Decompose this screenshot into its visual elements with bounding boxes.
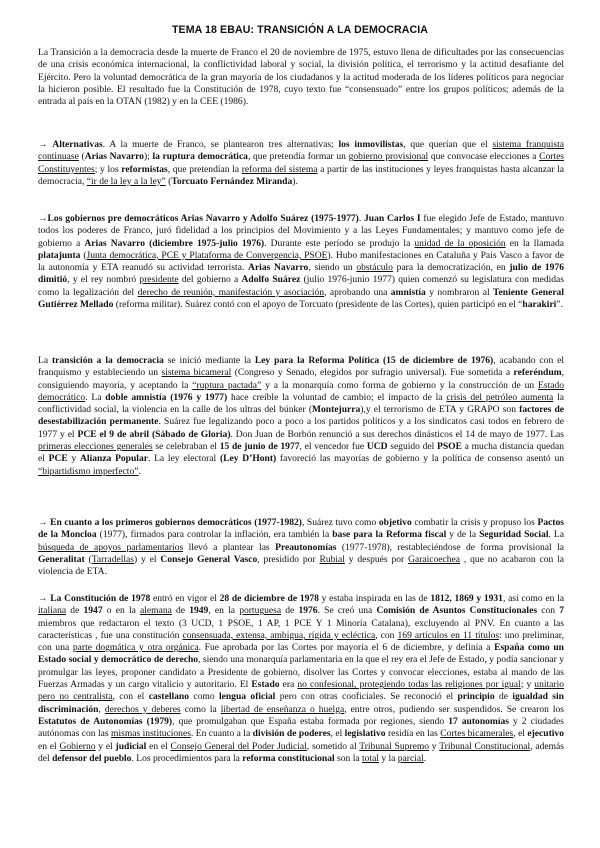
text-run: ). [292, 175, 298, 187]
bold-text: Ley para la Reforma Política (15 de diciembre de 1976) [254, 355, 494, 366]
text-run: y 2 ciudades autónomas con las [38, 715, 565, 740]
bold-text: Estado [251, 679, 280, 691]
text-run: residía en las [385, 728, 441, 740]
bold-text: (1979) [146, 715, 173, 727]
underlined-text: presidente [139, 274, 179, 286]
bold-text: Consejo General Vasco [160, 553, 258, 565]
text-run: . A la muerte de Franco, se plantearon tres alternativas; [102, 139, 339, 150]
text-run: para la democratización, en [392, 262, 510, 274]
underlined-text: mismas instituciones [111, 728, 191, 740]
bold-text: julio de 1976 dimitió [38, 262, 564, 286]
text-run: . La [85, 391, 106, 403]
text-run: . Se creó una [317, 605, 377, 617]
underlined-text: derechos y deberes [104, 703, 181, 715]
text-run: y estaba inspirada en las de [318, 593, 431, 604]
underlined-text: “ruptura pactada” [192, 379, 262, 391]
text-run: seguido del [387, 441, 438, 453]
text-run: y [429, 740, 440, 752]
text-run: entró en vigor el [150, 593, 220, 604]
bold-text: 1812, 1869 y 1931 [430, 593, 503, 604]
bold-text: defensor del pueblo [52, 752, 132, 764]
bold-text: objetivo [378, 517, 412, 528]
text-run: o en la [102, 605, 141, 617]
underlined-text: crisis del petróleo aumenta [446, 391, 554, 403]
underlined-text: no confesional, protegiendo todas las religiones por igual [297, 679, 521, 691]
text-run: ; y [520, 679, 535, 691]
text-run: . [358, 213, 365, 224]
underlined-text: primeras elecciones generales [38, 441, 153, 453]
text-run: → [38, 139, 53, 150]
text-run: ). Hubo manifestaciones en Cataluña y País Vasco a favor de la autonomía y ETA reanudó su actividad terrorista. [38, 249, 564, 274]
text-run: y el [95, 740, 116, 752]
text-run: → [38, 213, 48, 224]
text-run: (Congreso y Senado, elegidos por sufragio universal). Fue sometida a [231, 367, 514, 379]
text-run: , acabando con el franquismo y estableciendo un [38, 355, 564, 379]
text-run: a partir de las instituciones y leyes franquistas hasta alcanzar la democracia, [38, 163, 564, 187]
bold-text: PSOE [437, 441, 462, 453]
bold-text: Juan Carlos I [364, 213, 421, 224]
underlined-text: parte dogmática y otra orgánica [72, 642, 199, 654]
text-run: . [423, 752, 427, 764]
text-run: , entre otros, pudiendo ser suspendidos. Se crearon los [344, 703, 564, 715]
underlined-text: Tarradellas [91, 553, 134, 565]
text-run: ”. [556, 299, 563, 311]
bold-text: Preautonomías [275, 541, 337, 553]
bold-text: PCE [48, 453, 68, 465]
text-run: , con el [112, 691, 149, 703]
text-run: ; y los [94, 163, 122, 175]
text-run: . Don Juan de Borbón renunció a sus derechos dinásticos el 14 de mayo de 1977. Las [230, 428, 564, 440]
text-run: y [67, 453, 81, 465]
underlined-text: unidad de la oposición [414, 237, 506, 249]
underlined-text: libertad de enseñanza o huelga [220, 703, 345, 715]
bold-text: 1949 [189, 605, 209, 617]
bold-text: igualdad sin discriminación [38, 691, 564, 715]
text-run: ) y el [134, 553, 161, 565]
bold-text: UCD [366, 441, 388, 453]
text-run: y después por [344, 553, 409, 565]
text-run: y nombraron al [425, 286, 494, 298]
text-run: en el [38, 740, 60, 752]
bold-text: Los gobiernos pre democráticos Arias Navarro y Adolfo Suárez (1975-1977) [47, 213, 359, 224]
text-run: , Suárez tuvo como [301, 517, 379, 528]
text-run: favoreció las mayorías de gobierno y la política de consenso asentó un [276, 453, 564, 465]
underlined-text: sistema bicameral [161, 367, 232, 379]
underlined-text: búsqueda de apoyos parlamentarios [38, 541, 184, 553]
text-run: de [494, 691, 513, 703]
bold-text: Teniente General Gutiérrez Mellado [38, 286, 564, 311]
text-run: a mucha distancia quedan el [38, 441, 565, 465]
text-run: (1977-1978), restableciéndose de forma provisional la [336, 541, 564, 553]
bold-text: factores de desestabilización permanente [38, 404, 564, 428]
paragraph-primeros-gobiernos [38, 517, 564, 578]
text-run: y de la [446, 529, 480, 541]
bold-text: amnistía [390, 286, 426, 298]
underlined-text: Rubial [319, 553, 345, 565]
bold-text: 7 [559, 605, 564, 617]
bold-text: La Constitución de 1978 [50, 593, 151, 604]
underlined-text: “bipartidismo imperfecto” [38, 465, 139, 477]
text-run: ( [165, 175, 172, 187]
paragraph-gobiernos-predemocraticos [38, 213, 564, 311]
underlined-text: Garaicoechea [408, 553, 461, 565]
text-run: , que promulgaban que España estaba formada por regiones, siendo [172, 715, 449, 727]
bold-text: harakiri [522, 299, 557, 311]
bold-text: división de poderes [252, 728, 331, 740]
bold-text: principio [457, 691, 495, 703]
underlined-text: total [361, 752, 379, 764]
document-title: TEMA 18 EBAU: TRANSICIÓN A LA DEMOCRACIA [171, 24, 429, 36]
underlined-text: italiana [38, 605, 67, 617]
text-run: de [171, 605, 190, 617]
text-run: miembros que redactaron el texto (3 UCD, 1 PSOE, 1 AP, 1 PCE Y 1 Minoría Catalana), excluyendo al PNV. En cuanto a las características , fue una constitución [38, 617, 564, 641]
bold-text: platajunta [38, 249, 81, 261]
text-run: , siendo un [308, 262, 357, 274]
bold-text: los inmovilistas [338, 139, 404, 150]
text-run: . La [548, 529, 564, 541]
text-run: ( [78, 151, 85, 163]
text-run: hace creíble la voluntad de cambio; el impacto de la [227, 391, 447, 403]
bold-text: Arias Navarro (diciembre 1975-julio 1976) [84, 237, 265, 249]
bold-text: 28 de diciembre de 1978 [219, 593, 319, 604]
underlined-text: reforma del sistema [241, 163, 318, 175]
bold-text: ejecutivo [527, 728, 564, 740]
text-run: La [38, 355, 52, 366]
text-run: , el [330, 728, 345, 740]
underlined-text: Cortes bicamerales [440, 728, 514, 740]
underlined-text: alemana [140, 605, 172, 617]
bold-text: judicial [115, 740, 147, 752]
bold-text: Alianza Popular [80, 453, 148, 465]
text-run: , presidido por [257, 553, 320, 565]
text-run: y a la monarquía como forma de gobierno y la construcción de un [261, 379, 539, 391]
text-run: como la [180, 703, 221, 715]
text-run: La Transición a la democracia desde la muerte de Franco el 20 de noviembre de 1975, estuvo llena de dificultades por las consecuencias de una crisis económica internacional, la conflictividad laboral y social, la división política, el terrorismo y la actitud desafiante del Ejército. Pero la voluntad democrática de la gran mayoría de los ciudadanos y la actitud moderada de los líderes políticos para negociar la hicieron posible. El resultado fue la Constitución de 1978, cuyo texto fue “consensuado” entre los grupos políticos; además de la entrada al país en la OTAN (1982) y en la CEE (1986). [38, 47, 564, 108]
text-run: ( [84, 553, 92, 565]
text-run: la conflictividad social, la violencia en la calle de los ultras del búnker ( [38, 391, 564, 416]
bold-text: En cuanto a los primeros gobiernos democráticos (1977-1982) [50, 517, 302, 528]
underlined-text: Tribunal Supremo [359, 740, 430, 752]
bold-text: España como un Estado social y democrático de derecho [38, 642, 564, 666]
underlined-text: 169 artículos en 11 títulos [397, 629, 500, 641]
bold-text: Adolfo Suárez [241, 274, 301, 286]
underlined-text: Estado democrático [38, 379, 564, 403]
text-run: que convocase elecciones a [428, 151, 540, 163]
text-run: → [38, 517, 51, 528]
text-run: , [98, 703, 105, 715]
underlined-text: consensuada, extensa, ambigua, rígida y ecléctica [182, 629, 376, 641]
bold-text: 1976 [298, 605, 318, 617]
bold-text: Arias Navarro [84, 151, 144, 163]
text-run: , que pretendían la [167, 163, 242, 175]
underlined-text: Junta democrática, PCE y Plataforma de Convergencia, PSOE [86, 249, 328, 261]
bold-text: Comisión de Asuntos Constitucionales [376, 605, 538, 617]
text-run: → [38, 593, 51, 604]
underlined-text: Cortes Constituyentes [38, 151, 565, 175]
underlined-text: “ir de la ley a la ley” [86, 175, 166, 187]
text-run: combatir la crisis y propuso los [411, 517, 538, 528]
text-run: : uno preliminar, con una [38, 629, 564, 654]
bold-text: doble amnistía (1976 y 1977) [105, 391, 228, 403]
bold-text: PCE el 9 de abril (Sábado de Gloria) [77, 428, 231, 440]
underlined-text: derecho de reunión, manifestación y asociación [137, 286, 325, 298]
bold-text: 17 autonomías [448, 715, 509, 727]
paragraph-transicion [38, 355, 564, 478]
underlined-text: Tribunal Constitucional [439, 740, 531, 752]
text-run: , el [513, 728, 528, 740]
bold-text: reformistas [121, 163, 168, 175]
text-run: del gobierno a [178, 274, 242, 286]
text-run: se inició mediante la [163, 355, 255, 366]
bold-text: transición a la democracia [51, 355, 164, 366]
bold-text: Seguridad Social [479, 529, 549, 541]
text-run: de [281, 605, 299, 617]
bold-text: lengua oficial [218, 691, 276, 703]
text-run: , aprobando una [324, 286, 391, 298]
text-run: ( [80, 249, 87, 261]
bold-text: base para la Reforma fiscal [332, 529, 447, 541]
bold-text: Pactos de la Moncloa [38, 517, 564, 541]
text-run: (1977), firmados para controlar la inflación, era también la [96, 529, 333, 541]
text-run: como [189, 691, 219, 703]
text-run: , además del [38, 740, 564, 764]
paragraph-introduccion [38, 47, 564, 108]
text-run: son la [334, 752, 362, 764]
text-run: y la [378, 752, 398, 764]
bold-text: castellano [148, 691, 190, 703]
bold-text: Montejurra [312, 404, 361, 416]
underlined-text: Consejo General del Poder Judicial [170, 740, 307, 752]
bold-text: referéndum [513, 367, 562, 379]
underlined-text: portuguesa [239, 605, 282, 617]
text-run: , siendo una monarquía parlamentaria en la que el rey era el Jefe de Estado, y podía sancionar y promulgar las leyes, proponer candidato a Presidente de gobierno, disolver las Cortes y convocar elecciones, estaba al mando de las Fuerzas Armadas y un cargo vitalicio y autoritario. El [38, 654, 564, 691]
text-run: era [279, 679, 298, 691]
text-run: en el [146, 740, 171, 752]
bold-text: Estatutos de Autonomías [38, 715, 143, 727]
text-run: se celebraban el [152, 441, 220, 453]
text-run: . Fue aprobada por las Cortes por mayoría el 6 de diciembre, y definía a [198, 642, 495, 654]
text-run: . Los procedimientos para la [131, 752, 243, 764]
underlined-text: unitario pero no centralista [38, 679, 564, 703]
bold-text: (Ley D’Hont) [219, 453, 277, 465]
text-run: , en la [208, 605, 240, 617]
text-run: ),y el terrorismo de ETA y GRAPO son [360, 404, 520, 416]
text-run: , así como en la [502, 593, 564, 604]
text-run: llevó a plantear las [183, 541, 276, 553]
bold-text: reforma constitucional [242, 752, 335, 764]
text-run: . Suárez fue legalizando poco a poco a los partidos políticos y a los sindicatos casi todos en febrero de 1977 y el [38, 416, 565, 440]
bold-text: Torcuato Fernández Miranda [171, 175, 293, 187]
text-run: . La ley electoral [147, 453, 220, 465]
text-run: , sometido al [306, 740, 360, 752]
underlined-text: gobierno provisional [348, 151, 429, 163]
text-run: . Durante este período se produjo la [264, 237, 415, 249]
text-run: ); [143, 151, 153, 163]
bold-text: Generalitat [38, 553, 85, 565]
text-run: (julio 1976-junio 1977) quien comenzó su legislatura con medidas como la legalización del [38, 274, 565, 298]
bold-text: 15 de junio de 1977 [219, 441, 300, 453]
underlined-text: obstáculo [356, 262, 393, 274]
text-run: en la llamada [505, 237, 565, 249]
text-run: , y el rey nombró [67, 274, 140, 286]
underlined-text: parcial [397, 752, 424, 764]
underlined-text: sistema franquista continuase [38, 139, 565, 163]
bold-text: Alternativas [52, 139, 103, 150]
text-run: fue elegido Jefe de Estado, mantuvo todos los poderes de Franco, juró fidelidad a los principios del Movimiento y a las Leyes Fundamentales; y mantuvo como jefe de gobierno a [38, 213, 564, 249]
text-run: , el vencedor fue [299, 441, 367, 453]
text-run: , que pretendía formar un [247, 151, 349, 163]
text-run: , que no acabaron con la violencia de ETA. [38, 553, 564, 578]
paragraph-constitucion-1978 [38, 593, 564, 765]
bold-text: Arias Navarro [248, 262, 309, 274]
text-run: . En cuanto a la [190, 728, 253, 740]
text-run: , que querían que el [403, 139, 493, 150]
text-run: , consiguiendo mayoría, y aceptando la [38, 367, 565, 391]
bold-text: la ruptura democrática [152, 151, 248, 163]
underlined-text: Gobierno [59, 740, 96, 752]
paragraph-alternativas [38, 139, 564, 188]
text-run: pero con otras cooficiales. Se reconoció el [275, 691, 458, 703]
text-run: de [66, 605, 84, 617]
bold-text: 1947 [83, 605, 103, 617]
text-run: . [138, 465, 141, 477]
text-run: , con [375, 629, 398, 641]
text-run: con [537, 605, 560, 617]
bold-text: legislativo [344, 728, 386, 740]
text-run: (reforma militar). Suárez contó con el apoyo de Torcuato (presidente de las Cortes), quien participó en el “ [113, 299, 523, 311]
